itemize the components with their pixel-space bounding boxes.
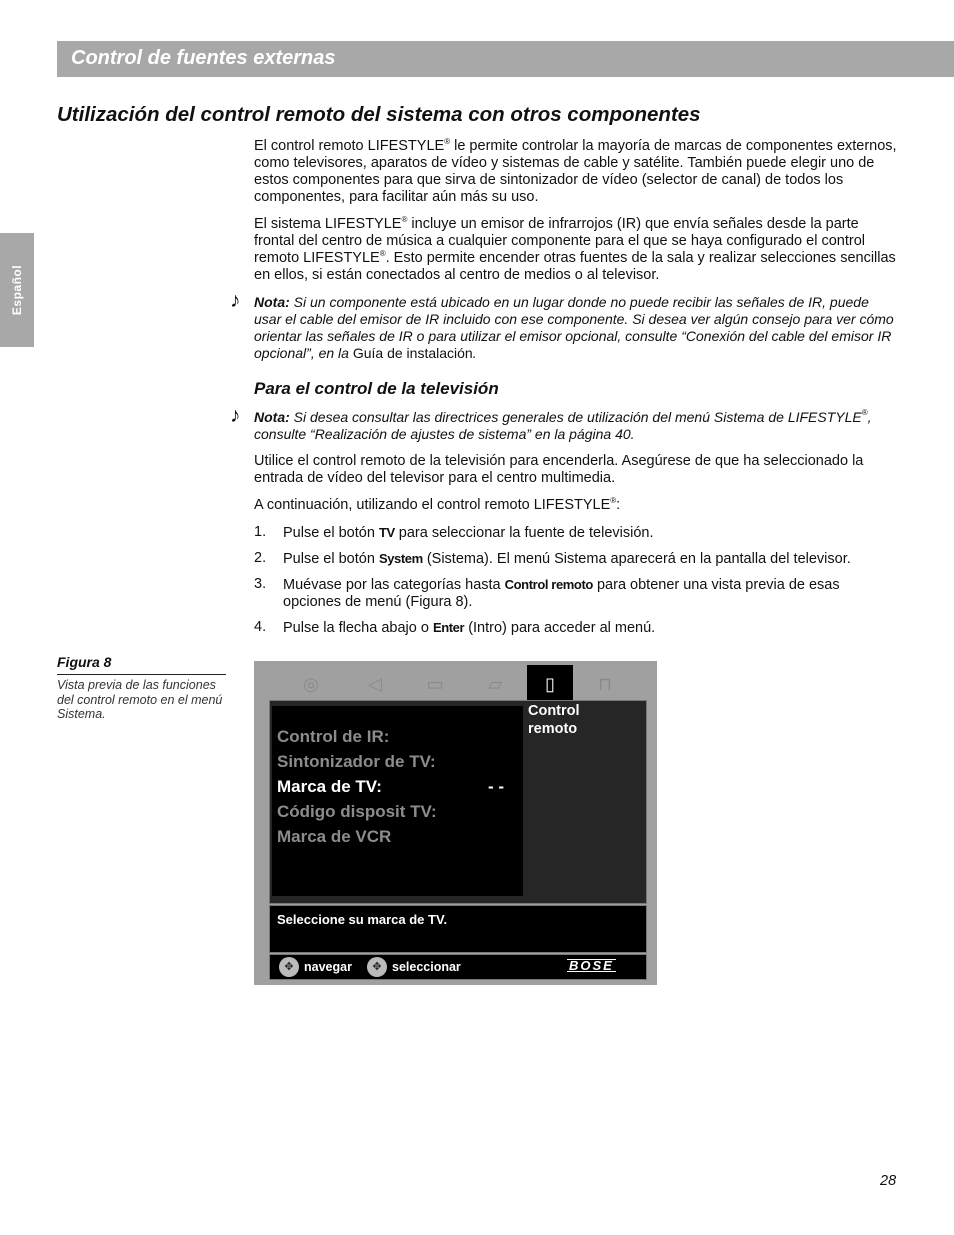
prompt-box — [269, 905, 647, 953]
button-name: Control remoto — [504, 577, 593, 592]
select-pad-icon: ✥ — [367, 957, 387, 977]
menu-category-tabs — [270, 665, 640, 701]
menu-panel — [269, 700, 647, 904]
body-paragraph-tv-on: Utilice el control remoto de la televisión para encenderla. Asegúrese de que ha seleccionado la entrada de vídeo del televisor para el centro multimedia. — [254, 453, 864, 486]
navigate-pad-icon: ✥ — [279, 957, 299, 977]
step-item: 1. Pulse el botón TV para seleccionar la fuente de televisión. — [254, 524, 654, 541]
bose-logo: BOSE — [569, 958, 614, 973]
figure-label: Figura 8 — [57, 654, 226, 675]
language-tab-label: Español — [10, 264, 24, 316]
note-system-menu: ♪ Nota: Si desea consultar las directrices generales de utilización del menú Sistema de LIFESTYLE®, consulte “Realización de ajustes de sistema” en la página 40. — [230, 404, 872, 442]
note-label: Nota: — [254, 294, 290, 310]
remote-control-icon: ▯ — [545, 674, 555, 694]
installation-guide-ref: Guía de instalación — [348, 345, 473, 361]
note-label: Nota: — [254, 409, 290, 425]
music-note-icon: ♪ — [230, 289, 241, 312]
language-tab — [0, 233, 34, 347]
figure-caption: Vista previa de las funciones del control remoto en el menú Sistema. — [57, 678, 223, 721]
step-item: 2. Pulse el botón System (Sistema). El menú Sistema aparecerá en la pantalla del televisor. — [254, 550, 851, 567]
screen-footer — [269, 954, 647, 980]
note-ir-emitter: ♪ Nota: Si un componente está ubicado en un lugar donde no puede recibir las señales de IR, puede usar el cable del emisor de IR incluido con ese componente. Si desea ver algún consejo para ver cómo orientar las señales de IR o para utilizar el emisor opcional, consulte “Conexión del cable del emisor IR opcional”, en la Guía de instalación. — [230, 289, 894, 361]
button-name: Enter — [432, 620, 465, 635]
lock-icon: ⊓ — [597, 674, 613, 694]
subheading-tv-control: Para el control de la televisión — [254, 379, 499, 398]
menu-item-tv-brand-value: - - — [488, 777, 505, 796]
speaker-icon: ◁ — [368, 674, 382, 694]
music-note-icon: ♪ — [230, 404, 241, 427]
intro-paragraph-2: El sistema LIFESTYLE® incluye un emisor de infrarrojos (IR) que envía señales desde la parte frontal del centro de música a cualquier componente para el que se haya configurado el control remoto LIFESTYLE®. Esto permite encender otras fuentes de la sala y realizar selecciones sencillas en ellos, si están conectados al centro de medios o al televisor. — [254, 215, 896, 283]
select-label: seleccionar — [392, 960, 461, 974]
step-item: 3. Muévase por las categorías hasta Control remoto para obtener una vista previa de esas opciones de menú (Figura 8). — [254, 576, 840, 610]
content-column — [230, 137, 898, 645]
button-name: System — [378, 551, 423, 566]
menu-item-tv-tuner: Sintonizador de TV: — [277, 752, 436, 771]
panel-category-title: Control remoto — [528, 703, 580, 737]
step-item: 4. Pulse la flecha abajo o Enter (Intro) para acceder al menú. — [254, 619, 656, 636]
tv-icon: ▭ — [426, 674, 444, 694]
menu-item-ir-control: Control de IR: — [277, 727, 390, 746]
menu-item-vcr-brand: Marca de VCR — [277, 827, 392, 846]
prompt-text: Seleccione su marca de TV. — [277, 912, 448, 927]
menu-list — [272, 706, 523, 896]
page-number: 28 — [880, 1173, 897, 1189]
page-title: Utilización del control remoto del sistema con otros componentes — [57, 103, 701, 126]
tab-remote-control — [527, 665, 573, 705]
tape-icon: ▱ — [488, 674, 502, 694]
section-title: Control de fuentes externas — [71, 47, 336, 69]
steps-list — [254, 524, 898, 637]
system-menu-screenshot — [254, 661, 657, 985]
section-header-bar — [57, 41, 954, 77]
menu-item-tv-brand: Marca de TV: — [277, 777, 382, 796]
body-paragraph-continue: A continuación, utilizando el control remoto LIFESTYLE®: — [254, 496, 621, 513]
navigate-label: navegar — [304, 960, 352, 974]
intro-paragraph-1: El control remoto LIFESTYLE® le permite controlar la mayoría de marcas de componentes externos, como televisores, aparatos de vídeo y sistemas de cable y satélite. También puede elegir uno de estos componentes para que sirva de sintonizador de vídeo (selector de canal) de todos los componentes, para facilitar aún más su uso. — [254, 137, 897, 205]
menu-item-tv-device-code: Código disposit TV: — [277, 802, 437, 821]
button-name: TV — [378, 525, 395, 540]
disc-icon: ◎ — [303, 674, 319, 694]
